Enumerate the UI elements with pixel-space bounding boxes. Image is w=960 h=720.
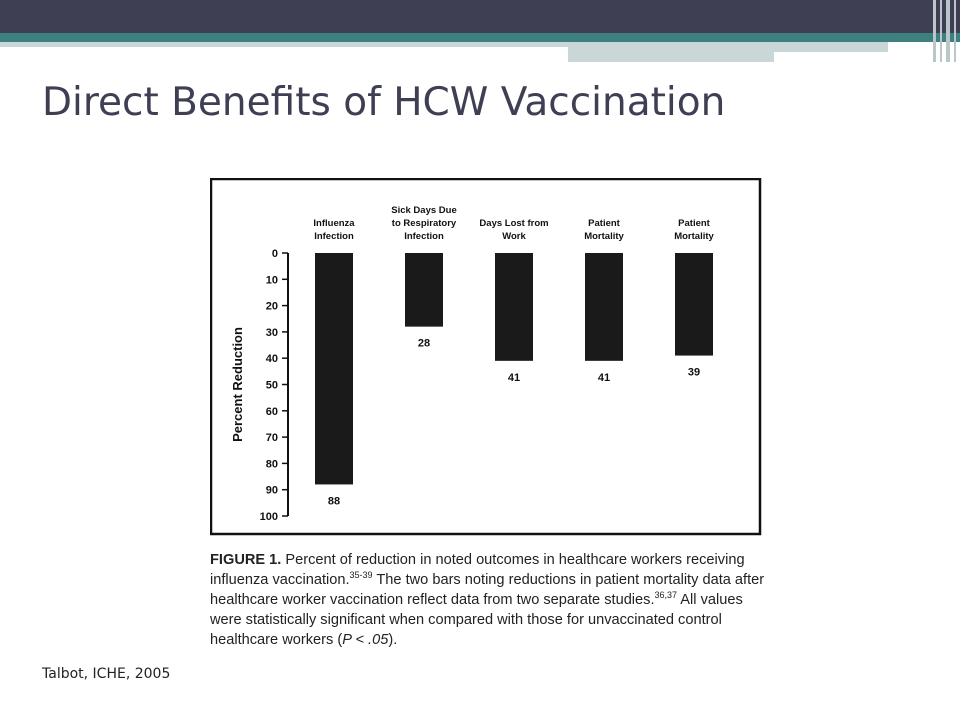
bar [315, 253, 353, 484]
y-tick-label: 100 [259, 511, 278, 523]
decor-line [933, 0, 936, 62]
y-tick-label: 80 [265, 458, 278, 471]
category-label: Sick Days Due [391, 205, 457, 216]
y-tick-label: 10 [265, 274, 278, 287]
figure-caption [210, 550, 770, 650]
y-tick-label: 70 [265, 432, 278, 445]
caption-pvalue: P < .05 [342, 632, 389, 648]
y-tick-label: 0 [271, 248, 278, 260]
category-label: Influenza [313, 218, 355, 229]
category-label: Mortality [674, 231, 714, 242]
figure [210, 178, 762, 542]
decor-line [946, 0, 950, 62]
bar-value-label: 88 [327, 495, 341, 508]
caption-text: ). [388, 632, 398, 648]
category-label: Infection [314, 231, 354, 242]
category-label: Mortality [584, 231, 624, 242]
caption-text: The two bars noting reductions in patient mortality data after healthcare worker vaccination reflect data from two separate studies. [210, 572, 765, 608]
y-axis-label: Percent Reduction [230, 327, 245, 442]
y-tick-label: 90 [265, 484, 278, 497]
y-tick-label: 30 [265, 326, 278, 339]
y-tick-label: 20 [265, 300, 278, 313]
category-label: Work [502, 231, 526, 242]
y-tick-label: 60 [265, 405, 278, 418]
caption-label: FIGURE 1. [210, 552, 282, 568]
category-label: Infection [404, 231, 444, 242]
page-title: Direct Benefits of HCW Vaccination [42, 80, 726, 125]
category-label: Patient [678, 218, 710, 229]
bar [495, 253, 533, 361]
accent-stripe [0, 33, 960, 42]
bar-chart [210, 178, 762, 538]
bar-value-label: 41 [507, 371, 521, 384]
caption-text: Percent of reduction in noted outcomes in healthcare workers receiving influenza vaccination. [210, 552, 745, 588]
bar-value-label: 39 [687, 366, 701, 379]
bar [585, 253, 623, 361]
y-tick-label: 50 [265, 379, 278, 392]
accent-band-mid [568, 42, 888, 52]
caption-ref: 35-39 [349, 570, 373, 581]
caption-text: All values were statistically significant when compared with those for unvaccinated control healthcare workers ( [210, 592, 743, 648]
bar-value-label: 41 [597, 371, 611, 384]
source-citation: Talbot, ICHE, 2005 [42, 666, 171, 682]
decor-line [940, 0, 942, 62]
category-label: to Respiratory [391, 218, 457, 229]
decor-line [954, 0, 956, 62]
accent-band-left [0, 42, 568, 47]
bar [675, 253, 713, 356]
category-label: Patient [588, 218, 620, 229]
bar [405, 253, 443, 327]
bar-value-label: 28 [417, 337, 431, 350]
category-label: Days Lost from [479, 218, 549, 229]
y-tick-label: 40 [265, 353, 278, 366]
accent-band-low [568, 52, 774, 62]
top-bar [0, 0, 960, 33]
caption-ref: 36,37 [654, 590, 678, 601]
